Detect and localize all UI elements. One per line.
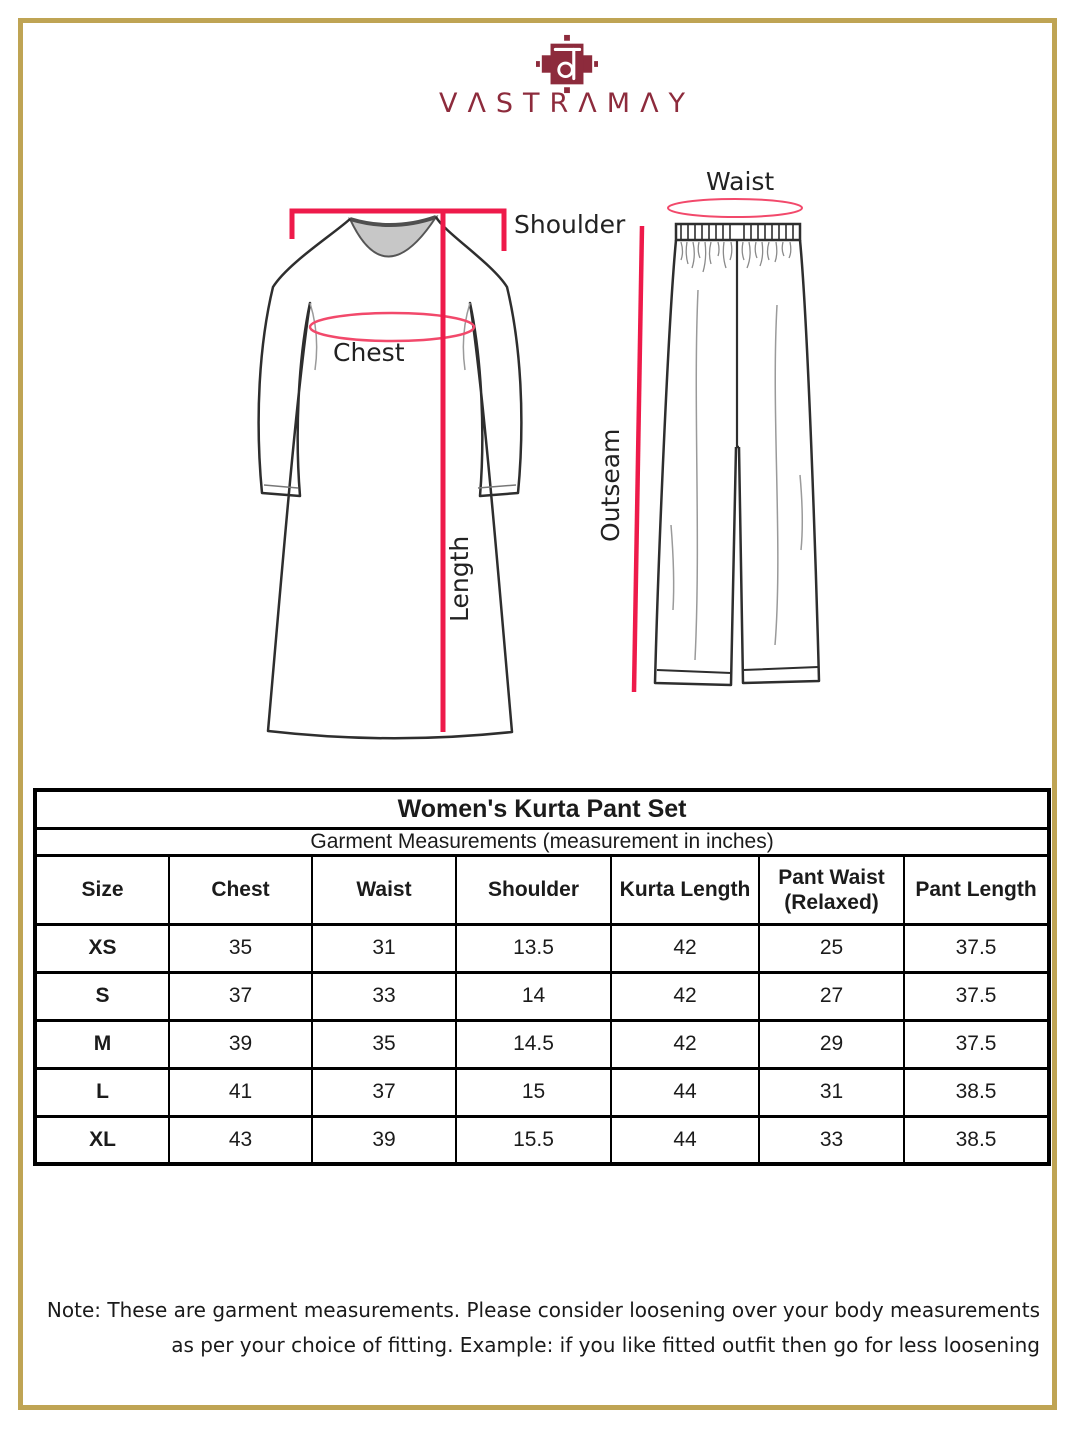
note-line-1: Note: These are garment measurements. Please consider loosening over your body measurements: [46, 1298, 1040, 1322]
value-cell: 39: [312, 1116, 456, 1164]
length-label: Length: [445, 535, 474, 622]
table-row: [35, 1068, 1049, 1116]
value-cell: 33: [759, 1116, 904, 1164]
waist-measure-ellipse: [668, 199, 802, 217]
size-cell: L: [35, 1068, 169, 1116]
value-cell: 42: [611, 924, 759, 972]
value-cell: 29: [759, 1020, 904, 1068]
value-cell: 14: [456, 972, 611, 1020]
outseam-measure-line: [634, 226, 642, 692]
col-header-pant-length: Pant Length: [904, 855, 1049, 924]
table-title: Women's Kurta Pant Set: [35, 790, 1049, 828]
value-cell: 37.5: [904, 1020, 1049, 1068]
chest-label: Chest: [333, 338, 405, 367]
kurta-measurement-diagram: [240, 195, 540, 745]
value-cell: 39: [169, 1020, 312, 1068]
measurement-note: [47, 1293, 1040, 1363]
value-cell: 13.5: [456, 924, 611, 972]
table-row: [35, 972, 1049, 1020]
value-cell: 31: [312, 924, 456, 972]
value-cell: 38.5: [904, 1068, 1049, 1116]
value-cell: 35: [169, 924, 312, 972]
size-chart-table: [33, 788, 1051, 1166]
value-cell: 37: [312, 1068, 456, 1116]
table-header-row: [35, 855, 1049, 924]
value-cell: 33: [312, 972, 456, 1020]
value-cell: 37.5: [904, 924, 1049, 972]
size-cell: S: [35, 972, 169, 1020]
value-cell: 15: [456, 1068, 611, 1116]
note-line-2: as per your choice of fitting. Example: if you like fitted outfit then go for less loosening: [171, 1333, 1040, 1357]
value-cell: 43: [169, 1116, 312, 1164]
table-row: [35, 1116, 1049, 1164]
table-row: [35, 924, 1049, 972]
size-cell: XL: [35, 1116, 169, 1164]
brand-name: VΛSTRΛMΛY: [438, 88, 696, 119]
value-cell: 44: [611, 1068, 759, 1116]
kurta-outline: [259, 217, 522, 738]
size-cell: XS: [35, 924, 169, 972]
value-cell: 42: [611, 972, 759, 1020]
value-cell: 35: [312, 1020, 456, 1068]
value-cell: 37: [169, 972, 312, 1020]
value-cell: 41: [169, 1068, 312, 1116]
value-cell: 44: [611, 1116, 759, 1164]
value-cell: 42: [611, 1020, 759, 1068]
value-cell: 27: [759, 972, 904, 1020]
col-header-chest: Chest: [169, 855, 312, 924]
value-cell: 37.5: [904, 972, 1049, 1020]
value-cell: 38.5: [904, 1116, 1049, 1164]
size-cell: M: [35, 1020, 169, 1068]
waist-label: Waist: [706, 167, 775, 196]
col-header-kurta-length: Kurta Length: [611, 855, 759, 924]
value-cell: 25: [759, 924, 904, 972]
table-row: [35, 1020, 1049, 1068]
shoulder-label: Shoulder: [514, 210, 626, 239]
table-subtitle: Garment Measurements (measurement in inches): [35, 828, 1049, 855]
brand-logo-icon: [532, 33, 602, 95]
pant-measurement-diagram: [595, 165, 835, 710]
col-header-shoulder: Shoulder: [456, 855, 611, 924]
col-header-waist: Waist: [312, 855, 456, 924]
col-header-size: Size: [35, 855, 169, 924]
chest-measure-ellipse: [310, 313, 474, 341]
value-cell: 14.5: [456, 1020, 611, 1068]
col-header-pant-waist: Pant Waist (Relaxed): [759, 855, 904, 924]
outseam-label: Outseam: [596, 428, 625, 542]
value-cell: 15.5: [456, 1116, 611, 1164]
value-cell: 31: [759, 1068, 904, 1116]
